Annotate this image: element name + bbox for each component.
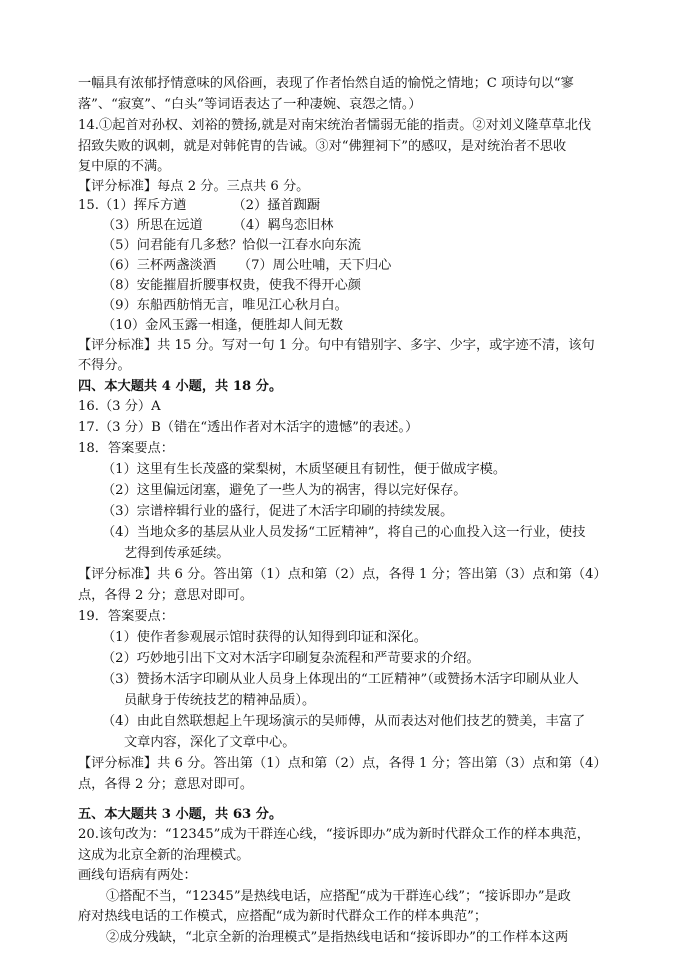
text-line: 这成为北京全新的治理模式。 xyxy=(78,848,250,863)
text-line: 19．答案要点： xyxy=(78,609,174,624)
answer-item: 15.（1）挥斥方遒 xyxy=(78,198,187,213)
text-line: 14.①起首对孙权、刘裕的赞扬,就是对南宋统治者懦弱无能的指责。②对刘义隆草草北伐 xyxy=(78,118,592,133)
answer-item: （2）搔首踟蹰 xyxy=(232,198,321,213)
answer-item: （7）周公吐哺，天下归心 xyxy=(237,258,392,273)
text-line: 落”、“寂寞”、“白头”等词语表达了一种凄婉、哀怨之情。） xyxy=(78,97,422,112)
answer-item: （8）安能摧眉折腰事权贵，使我不得开心颜 xyxy=(102,278,361,293)
text-line: 复中原的不满。 xyxy=(78,159,171,174)
answer-item: （4）当地众多的基层从业人员发扬“工匠精神”，将自己的心血投入这一行业，使技 xyxy=(102,525,586,540)
text-line: 文章内容，深化了文章中心。 xyxy=(124,735,296,750)
text-line xyxy=(78,197,320,215)
answer-item: （4）羁鸟恋旧林 xyxy=(232,218,334,233)
answer-item: （9）东船西舫悄无言，唯见江心秋月白。 xyxy=(102,298,348,313)
answer-item: （3）所思在远道 xyxy=(102,218,203,233)
answer-item: （2）巧妙地引出下文对木活字印刷复杂流程和严苛要求的介绍。 xyxy=(102,651,480,666)
text-line xyxy=(102,257,391,275)
text-line: 点，各得 2 分；意思对即可。 xyxy=(78,588,254,603)
answer-item: （3）宗谱梓辑行业的盛行，促进了木活字印刷的持续发展。 xyxy=(102,504,454,519)
answer-item: （6）三杯两盏淡酒 xyxy=(102,258,216,273)
answer-item: （1）使作者参观展示馆时获得的认知得到印证和深化。 xyxy=(102,630,427,645)
scoring-note: 【评分标准】每点 2 分。三点共 6 分。 xyxy=(78,179,310,194)
text-line: ②成分残缺，“北京全新的治理模式”是指热线电话和“接诉即办”的工作样本这两 xyxy=(106,930,569,945)
text-line: 员献身于传统技艺的精神品质）。 xyxy=(124,693,316,708)
answer-item: （10）金风玉露一相逢，便胜却人间无数 xyxy=(102,318,343,333)
answer-item: （5）问君能有几多愁？恰似一江春水向东流 xyxy=(102,238,361,253)
scoring-note: 【评分标准】共 6 分。答出第（1）点和第（2）点，各得 1 分；答出第（3）点和第（4） xyxy=(78,756,607,771)
answer-item: （4）由此自然联想起上午现场演示的吴师傅，从而表达对他们技艺的赞美，丰富了 xyxy=(102,714,586,729)
text-line: 府对热线电话的工作模式，应搭配“成为新时代群众工作的样本典范”； xyxy=(78,909,488,924)
text-line: 艺得到传承延续。 xyxy=(124,546,230,561)
text-line xyxy=(102,217,333,235)
section-heading: 四、本大题共 4 小题，共 18 分。 xyxy=(78,379,283,394)
scoring-note: 【评分标准】共 6 分。答出第（1）点和第（2）点，各得 1 分；答出第（3）点和第（4） xyxy=(78,567,607,582)
text-line: 招致失败的讽刺，就是对韩侂胄的告诫。③对“佛狸祠下”的感叹，是对统治者不思收 xyxy=(78,139,567,154)
text-line: 一幅具有浓郁抒情意味的风俗画，表现了作者怡然自适的愉悦之情地；C 项诗句以“寥 xyxy=(78,76,574,91)
text-line: 不得分。 xyxy=(78,358,131,373)
text-line: ①搭配不当，“12345”是热线电话，应搭配“成为干群连心线”；“接诉即办”是政 xyxy=(106,889,571,904)
answer-item: （1）这里有生长茂盛的棠梨树，木质坚硬且有韧性，便于做成字模。 xyxy=(102,462,507,477)
text-line: 17.（3 分）B（错在“透出作者对木活字的遗憾”的表述。） xyxy=(78,420,419,435)
text-line: 画线句语病有两处： xyxy=(78,868,197,883)
text-line: 20.该句改为：“12345”成为干群连心线，“接诉即办”成为新时代群众工作的样本典范， xyxy=(78,827,590,842)
text-line: 16.（3 分）A xyxy=(78,399,161,414)
text-line: 18．答案要点： xyxy=(78,441,174,456)
answer-item: （2）这里偏远闭塞，避免了一些人为的祸害，得以完好保存。 xyxy=(102,483,467,498)
answer-item: （3）赞扬木活字印刷从业人员身上体现出的“工匠精神”（或赞扬木活字印刷从业人 xyxy=(102,672,579,687)
text-line: 点，各得 2 分；意思对即可。 xyxy=(78,777,254,792)
section-heading: 五、本大题共 3 小题，共 63 分。 xyxy=(78,807,283,822)
scoring-note: 【评分标准】共 15 分。写对一句 1 分。句中有错别字、多字、少字，或字迹不清，该句 xyxy=(78,338,595,353)
